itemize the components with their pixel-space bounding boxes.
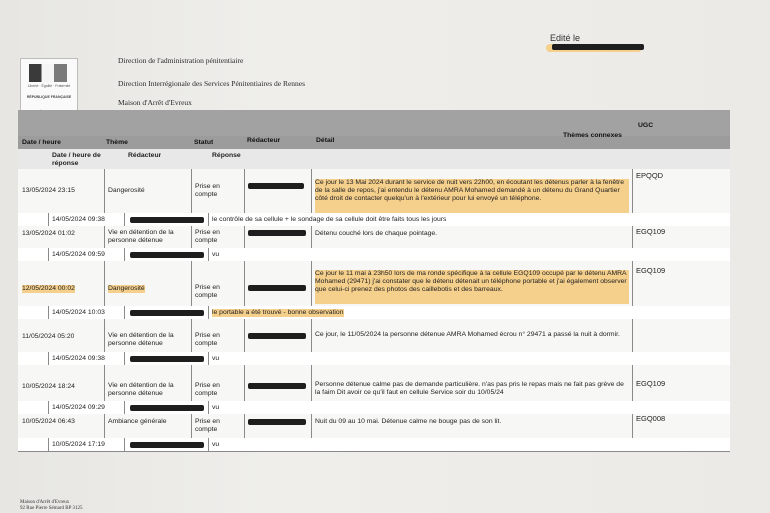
- redacteur-redaction: [248, 333, 306, 339]
- edited-date-redaction: [552, 44, 644, 50]
- entry-theme: Vie en détention de la personne détenue: [108, 382, 174, 397]
- reply-text: le contrôle de sa cellule + le sondage de sa cellule doit être faits tous les jours: [212, 216, 447, 223]
- entry-theme: Dangerosité: [108, 187, 145, 194]
- entry-date: 13/05/2024 01:02: [22, 230, 75, 237]
- reply-text: vu: [212, 441, 220, 448]
- entry-detail: Détenu couché lors de chaque pointage.: [315, 230, 438, 237]
- reply-date: 14/05/2024 09:38: [52, 216, 105, 223]
- entry-theme: Vie en détention de la personne détenue: [108, 229, 174, 244]
- reply-redacteur-redaction: [130, 405, 204, 411]
- entry-date: 12/05/2024 00:02: [22, 285, 75, 292]
- table-row: [18, 261, 730, 307]
- tricolor-flag-icon: [29, 64, 67, 82]
- entry-statut: Prise en compte: [195, 229, 220, 244]
- redacteur-redaction: [248, 183, 304, 189]
- entry-ugc: EGQ109: [636, 267, 666, 275]
- entry-statut: Prise en compte: [195, 332, 220, 347]
- col-theme: Thème: [106, 139, 128, 146]
- logo-motto: Liberté · Égalité · Fraternité: [27, 84, 71, 88]
- table-row: [18, 226, 730, 249]
- entry-theme: Vie en détention de la personne détenue: [108, 332, 174, 347]
- entry-date: 13/05/2024 23:15: [22, 187, 75, 194]
- entry-detail: Personne détenue calme pas de demande particulière. n'as pas pris le repas mais ne fait pas grève de la faim Dit avoir ce qu'il faut en cellule Service soir du 10/05/24: [315, 381, 624, 396]
- logo-republic: RÉPUBLIQUE FRANÇAISE: [26, 95, 72, 99]
- reply-row: [18, 306, 730, 320]
- table-header: [18, 132, 730, 150]
- entry-ugc: EGQ109: [636, 228, 666, 236]
- footer-line-2: 92 Rue Pierre Sémard BP 3125: [20, 506, 83, 511]
- footer-address: [20, 500, 82, 512]
- reply-row: [18, 213, 730, 227]
- col-statut: Statut: [194, 139, 214, 146]
- col-themes-connexes: Thèmes connexes: [563, 132, 622, 139]
- col-date: Date / heure: [22, 139, 61, 146]
- entry-theme: Dangerosité: [108, 285, 145, 292]
- reply-text: vu: [212, 251, 220, 258]
- col-detail: Détail: [316, 137, 335, 144]
- reply-redacteur-redaction: [130, 310, 204, 316]
- entry-ugc: EGQ109: [636, 380, 666, 388]
- footer-line-1: Maison d'Arrêt d'Evreux: [20, 500, 70, 505]
- edited-label: Edité le: [550, 33, 581, 43]
- col-reply-redacteur: Rédacteur: [128, 152, 162, 159]
- col-redacteur: Rédacteur: [247, 137, 281, 144]
- reply-row: [18, 438, 730, 452]
- redacteur-redaction: [248, 419, 306, 425]
- reply-row: [18, 401, 730, 415]
- header-line-2: Direction Interrégionale des Services Pénitentiaires de Rennes: [118, 79, 306, 88]
- col-reply-reponse: Réponse: [212, 152, 241, 159]
- entry-date: 10/05/2024 06:43: [22, 418, 75, 425]
- table-header-top: [18, 110, 730, 137]
- header-line-1: Direction de l'administration pénitentiaire: [118, 56, 244, 65]
- col-reply-date: Date / heure de réponse: [52, 152, 101, 167]
- table-row: [18, 319, 730, 353]
- reply-date: 14/05/2024 10:03: [52, 309, 105, 316]
- entry-detail: Ce jour le 13 Mai 2024 durant le service de nuit vers 22h00, en écoutant les détenus parler à la fenêtre de la salle de repos, j'ai entendu le détenu AMRA Mohamed demandé à un détenu du Grand Quartier côté droit de contacter quelqu'un à l'extérieur pour lui envoyé un téléphone.: [315, 179, 629, 213]
- entry-statut: Prise en compte: [195, 418, 220, 433]
- entry-date: 10/05/2024 18:24: [22, 383, 75, 390]
- table-row: [18, 169, 730, 214]
- entry-statut: Prise en compte: [195, 382, 220, 397]
- reply-row: [18, 248, 730, 262]
- table-row: [18, 365, 730, 402]
- reply-redacteur-redaction: [130, 442, 204, 448]
- table-row: [18, 414, 730, 439]
- entry-date: 11/05/2024 05:20: [22, 333, 75, 340]
- reply-row: [18, 352, 730, 366]
- entry-detail: Nuit du 09 au 10 mai. Détenue calme ne bouge pas de son lit.: [315, 418, 502, 425]
- reply-date: 14/05/2024 09:29: [52, 404, 105, 411]
- entry-detail: Ce jour le 11 mai à 23h50 lors de ma ronde spécifique à la cellule EGQ109 occupé par le détenu AMRA Mohamed (29471) j'ai constater que le détenu détenait un téléphone portable et j'ai également observer que celui-ci prenez des photos des caillebotis et des barreaux.: [315, 270, 629, 304]
- entry-ugc: EPQQD: [636, 172, 664, 180]
- reply-text: vu: [212, 404, 220, 411]
- entry-theme: Ambiance générale: [108, 418, 167, 425]
- reply-text: le portable a été trouvé - bonne observation: [212, 309, 344, 316]
- entry-statut: Prise en compte: [195, 183, 220, 198]
- redacteur-redaction: [248, 383, 306, 389]
- entry-statut: Prise en compte: [195, 284, 220, 299]
- header-line-3: Maison d'Arrêt d'Evreux: [118, 98, 192, 107]
- reply-date: 14/05/2024 09:59: [52, 251, 105, 258]
- reply-date: 10/05/2024 17:19: [52, 441, 105, 448]
- reply-redacteur-redaction: [130, 217, 204, 223]
- reply-redacteur-redaction: [130, 252, 204, 258]
- redacteur-redaction: [248, 230, 306, 236]
- reply-text: vu: [212, 355, 220, 362]
- entry-detail: Ce jour, le 11/05/2024 la personne détenue AMRA Mohamed écrou n° 29471 a passé la nuit à dormir.: [315, 331, 620, 338]
- entry-ugc: EGQ008: [636, 415, 666, 423]
- reply-date: 14/05/2024 09:38: [52, 355, 105, 362]
- reply-redacteur-redaction: [130, 356, 204, 362]
- redacteur-redaction: [248, 285, 306, 291]
- table-subheader: [18, 149, 730, 170]
- col-ugc: UGC: [638, 122, 654, 129]
